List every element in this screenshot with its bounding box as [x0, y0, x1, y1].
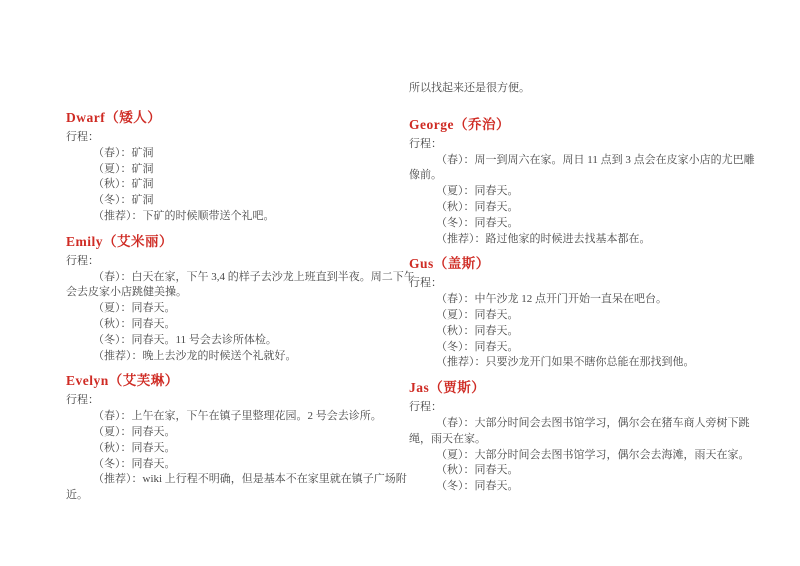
schedule-line-spring: （春）：中午沙龙 12 点开门开始一直呆在吧台。 — [436, 293, 667, 306]
schedule-line-winter: （冬）：同春天。 — [436, 340, 519, 353]
section-title-dwarf: Dwarf（矮人） — [66, 110, 162, 125]
right-column — [409, 81, 761, 503]
schedule-line-recommend: （推荐）：只要沙龙开门如果不瞎你总能在那找到他。 — [436, 356, 695, 369]
section-jas — [409, 379, 761, 495]
continuation-text: 所以找起来还是很方便。 — [409, 82, 530, 94]
schedule-line-spring: （春）：上午在家，下午在镇子里整理花园。2 号会去诊所。 — [93, 410, 382, 423]
schedule-line-winter: （冬）：同春天。11 号会去诊所体检。 — [93, 333, 277, 346]
left-column — [66, 109, 418, 512]
schedule-line-recommend: （推荐）：下矿的时候顺带送个礼吧。 — [93, 209, 275, 222]
schedule-line-fall: （秋）：同春天。 — [93, 441, 176, 454]
schedule-line-summer: （夏）：同春天。 — [436, 308, 519, 321]
schedule-label: 行程： — [409, 277, 442, 290]
section-title-emily: Emily（艾米丽） — [66, 233, 174, 249]
schedule-line-summer: （夏）：同春天。 — [93, 425, 176, 438]
section-gus — [409, 255, 761, 371]
schedule-line-summer: （夏）：同春天。 — [436, 185, 519, 198]
schedule-line-fall: （秋）：矿洞 — [93, 178, 154, 191]
section-dwarf — [66, 109, 418, 225]
schedule-line-fall: （秋）：同春天。 — [436, 200, 519, 213]
section-title-jas: Jas（贾斯） — [409, 380, 486, 396]
schedule-line-recommend: （推荐）：晚上去沙龙的时候送个礼就好。 — [93, 349, 297, 362]
schedule-line-spring: （春）：矿洞 — [93, 146, 154, 159]
schedule-line-spring: （春）：周一到周六在家。周日 11 点到 3 点会在皮家小店的尤巴雕像前。 — [409, 153, 755, 182]
schedule-line-recommend: （推荐）：wiki 上行程不明确，但是基本不在家里就在镇子广场附近。 — [66, 473, 407, 502]
schedule-line-summer: （夏）：同春天。 — [93, 302, 176, 315]
schedule-line-spring: （春）：白天在家，下午 3,4 的样子去沙龙上班直到半夜。周二下午会去皮家小店跳健美操。 — [66, 270, 415, 299]
section-george — [409, 116, 761, 248]
schedule-label: 行程： — [409, 401, 442, 414]
schedule-label: 行程： — [409, 137, 442, 150]
section-title-evelyn: Evelyn（艾芙琳） — [66, 373, 179, 389]
schedule-line-summer: （夏）：矿洞 — [93, 162, 154, 175]
section-emily — [66, 233, 418, 365]
schedule-line-summer: （夏）：大部分时间会去图书馆学习，偶尔会去海滩，雨天在家。 — [436, 448, 750, 461]
schedule-line-spring: （春）：大部分时间会去图书馆学习，偶尔会在猪车商人旁树下跳绳，雨天在家。 — [409, 416, 750, 445]
schedule-line-winter: （冬）：同春天。 — [436, 216, 519, 229]
section-title-gus: Gus（盖斯） — [409, 256, 490, 272]
schedule-label: 行程： — [66, 131, 99, 143]
section-title-george: George（乔治） — [409, 116, 510, 132]
schedule-line-winter: （冬）：矿洞 — [93, 194, 154, 207]
schedule-line-fall: （秋）：同春天。 — [436, 464, 519, 477]
schedule-line-winter: （冬）：同春天。 — [93, 457, 176, 470]
schedule-label: 行程： — [66, 394, 99, 407]
schedule-line-fall: （秋）：同春天。 — [93, 317, 176, 330]
section-evelyn — [66, 372, 418, 504]
schedule-line-winter: （冬）：同春天。 — [436, 480, 519, 493]
schedule-label: 行程： — [66, 254, 99, 267]
schedule-line-recommend: （推荐）：路过他家的时候进去找基本都在。 — [436, 232, 651, 245]
schedule-line-fall: （秋）：同春天。 — [436, 324, 519, 337]
